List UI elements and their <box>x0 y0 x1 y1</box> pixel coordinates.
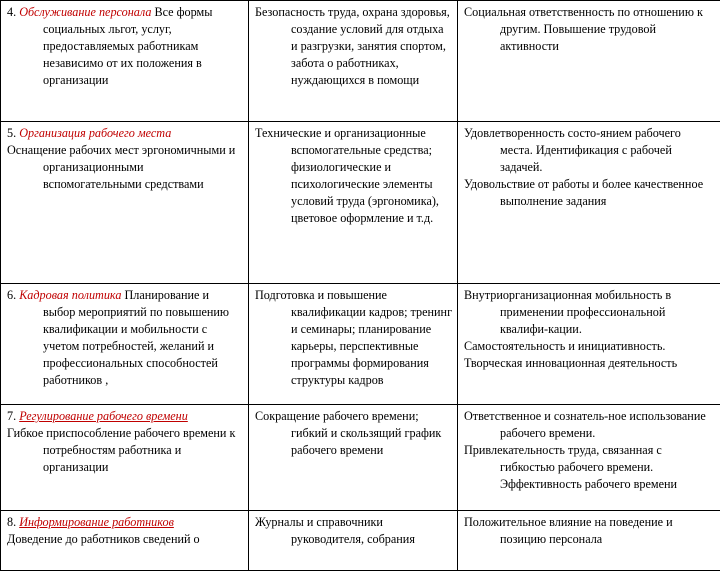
result-text: Удовлетворенность состо-янием рабочего места. Идентификация с рабочей задачей. <box>464 125 716 176</box>
means-text: Технические и организационные вспомогательные средства; физиологические и психологические элементы условий труда (эргономика), цветовое оформление и т.д. <box>255 125 453 226</box>
means-text: Безопасность труда, охрана здоровья, создание условий для отдыха и разгрузки, занятия спортом, забота о работниках, нуждающихся в помощи <box>255 4 453 89</box>
means-text: Подготовка и повышение квалификации кадров; тренинг и семинары; планирование карьеры, перспективные программы формирования структуры кадров <box>255 287 453 388</box>
result-text: Творческая инновационная деятельность <box>464 355 716 372</box>
measure-title: Кадровая политика <box>19 288 121 302</box>
means-text: Журналы и справочники <box>255 514 453 531</box>
measure-description: Гибкое приспособление рабочего времени к потребностям работника и организации <box>7 425 244 476</box>
result-text: Социальная ответственность по отношению к другим. Повышение трудовой активности <box>464 4 716 55</box>
measure-title: Организация рабочего места <box>19 126 171 140</box>
means-cell <box>249 511 458 571</box>
result-text: Внутриорганизационная мобильность в применении профессиональной квалифи-кации. <box>464 287 716 338</box>
result-text: Эффективность рабочего времени <box>464 476 716 493</box>
measure-description: Все формы социальных льгот, услуг, предоставляемых работникам независимо от их положения в организации <box>43 5 212 87</box>
table-row <box>1 405 720 511</box>
measure-number: 8. <box>7 515 16 529</box>
result-cell <box>458 405 720 511</box>
measure-description: Планирование и выбор мероприятий по повышению квалификации и мобильности с учетом потребностей, желаний и профессиональных способностей работников , <box>43 288 229 387</box>
measure-description: Оснащение рабочих мест эргономичными и организационными вспомогательными средствами <box>7 142 244 193</box>
result-text: позицию персонала <box>464 531 716 548</box>
measure-title: Обслуживание персонала <box>19 5 151 19</box>
table-row <box>1 511 720 571</box>
result-cell <box>458 122 720 284</box>
result-text: Положительное влияние на поведение и <box>464 514 716 531</box>
table-row <box>1 1 720 122</box>
result-text: Ответственное и сознатель-ное использование рабочего времени. <box>464 408 716 442</box>
measure-cell <box>1 284 249 405</box>
measure-number: 6. <box>7 288 16 302</box>
result-text: Удовольствие от работы и более качественное выполнение задания <box>464 176 716 210</box>
means-cell <box>249 405 458 511</box>
measure-cell <box>1 122 249 284</box>
measure-description: Доведение до работников сведений о <box>7 531 244 548</box>
result-cell <box>458 284 720 405</box>
result-text: Самостоятельность и инициативность. <box>464 338 716 355</box>
measure-number: 5. <box>7 126 16 140</box>
result-cell <box>458 1 720 122</box>
result-cell <box>458 511 720 571</box>
measure-cell <box>1 405 249 511</box>
result-text: Привлекательность труда, связанная с гибкостью рабочего времени. <box>464 442 716 476</box>
measure-number: 4. <box>7 5 16 19</box>
measure-cell <box>1 1 249 122</box>
measure-title: Информирование работников <box>19 515 174 529</box>
measure-cell <box>1 511 249 571</box>
means-cell <box>249 1 458 122</box>
table-row <box>1 122 720 284</box>
means-cell <box>249 284 458 405</box>
means-cell <box>249 122 458 284</box>
means-text: руководителя, собрания <box>255 531 453 548</box>
table-row <box>1 284 720 405</box>
measure-number: 7. <box>7 409 16 423</box>
means-text: Сокращение рабочего времени; гибкий и скользящий график рабочего времени <box>255 408 453 459</box>
measure-title: Регулирование рабочего времени <box>19 409 188 423</box>
